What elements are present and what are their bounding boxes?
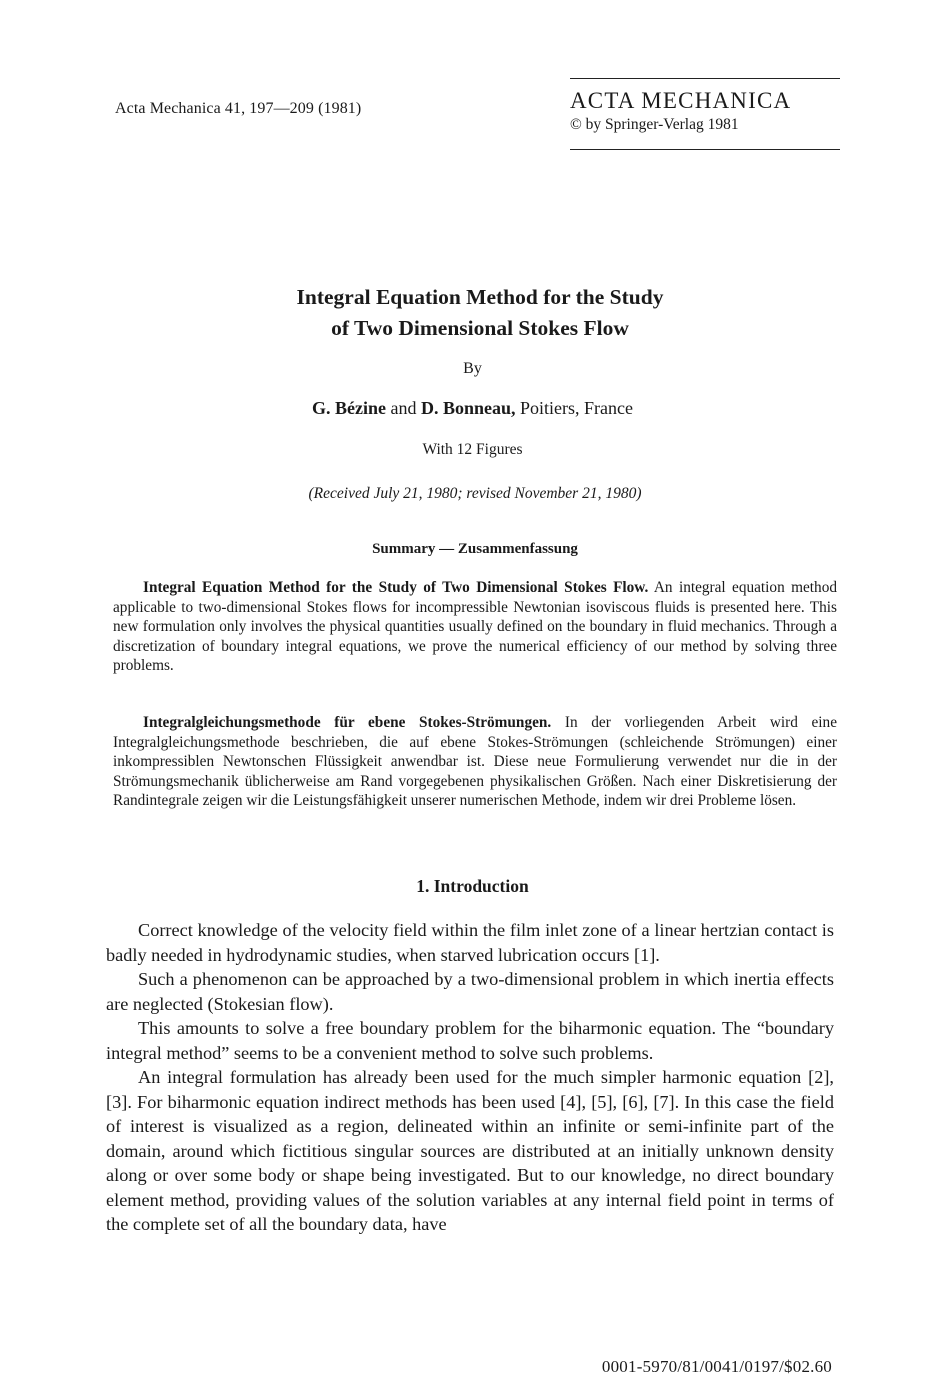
journal-masthead: [570, 78, 840, 150]
abstract-english-text: An integral equation method applicable to two-dimensional Stokes flows for incompressible Newtonian isoviscous fluids is presented here. This new formulation only involves the physical quantities usually defined on the boundary in fluid mechanics. Through a discretization of boundary integral equations, we prove the numerical efficiency of our method by solving three problems.: [113, 579, 837, 674]
title-line-1: Integral Equation Method for the Study: [296, 285, 664, 309]
title-line-2: of Two Dimensional Stokes Flow: [331, 316, 629, 340]
introduction-heading: 1. Introduction: [416, 876, 529, 896]
summary-heading: Summary — Zusammenfassung: [372, 541, 578, 557]
abstract-english: [113, 578, 837, 676]
abstract-german-text: In der vorliegenden Arbeit wird eine Integralgleichungsmethode beschrieben, die auf ebene Stokes-Strömungen (schleichende Strömungen) einer inkompressiblen Newtonschen Flüssigkeit anwendbar ist. Diese neue Formulierung verwendet nur die in der Strömungsmechanik üblicherweise am Rand vorgegebenen physikalischen Größen. Nach einer Diskretisierung der Randintegrale zeigen wir die Leistungsfähigkeit unserer numerischen Methode, indem wir drei Probleme lösen.: [113, 714, 837, 809]
figure-count: With 12 Figures: [422, 441, 523, 458]
issn-code: 0001-5970/81/0041/0197/$02.60: [601, 1357, 832, 1376]
journal-name: ACTA MECHANICA: [570, 88, 792, 113]
author-location: Poitiers, France: [515, 398, 633, 418]
abstract-english-title: Integral Equation Method for the Study of Two Dimensional Stokes Flow.: [143, 579, 649, 596]
journal-copyright: © by Springer-Verlag 1981: [570, 116, 739, 133]
author-1: G. Bézine: [311, 398, 386, 418]
introduction-body: [106, 918, 834, 1237]
received-dates: (Received July 21, 1980; revised November 21, 1980): [308, 485, 642, 502]
article-title: [180, 282, 780, 344]
paragraph: This amounts to solve a free boundary problem for the biharmonic equation. The “boundary integral method” seems to be a convenient method to solve such problems.: [106, 1018, 834, 1063]
authors: [0, 398, 945, 419]
paragraph: Such a phenomenon can be approached by a two-dimensional problem in which inertia effects are neglected (Stokesian flow).: [106, 969, 834, 1014]
journal-citation: Acta Mechanica 41, 197—209 (1981): [115, 100, 362, 117]
paragraph: Correct knowledge of the velocity field within the film inlet zone of a linear hertzian contact is badly needed in hydrodynamic studies, when starved lubrication occurs [1].: [106, 920, 834, 965]
paragraph: An integral formulation has already been used for the much simpler harmonic equation [2], [3]. For biharmonic equation indirect methods has been used [4], [5], [6], [7]. In this case the field of interest is visualized as a region, delineated within an infinite or semi-infinite part of the domain, around which fictitious singular sources are distributed at an initially unknown density along or over some body or shape being investigated. But to our knowledge, no direct boundary element method, providing values of the solution variables at any internal field point in terms of the complete set of all the boundary data, have: [106, 1067, 834, 1234]
abstract-german-title: Integralgleichungsmethode für ebene Stokes-Strömungen.: [143, 714, 552, 731]
abstract-german: [113, 713, 837, 811]
author-conjunction: and: [385, 398, 421, 418]
author-2: D. Bonneau,: [420, 398, 516, 418]
by-line: By: [463, 360, 482, 377]
